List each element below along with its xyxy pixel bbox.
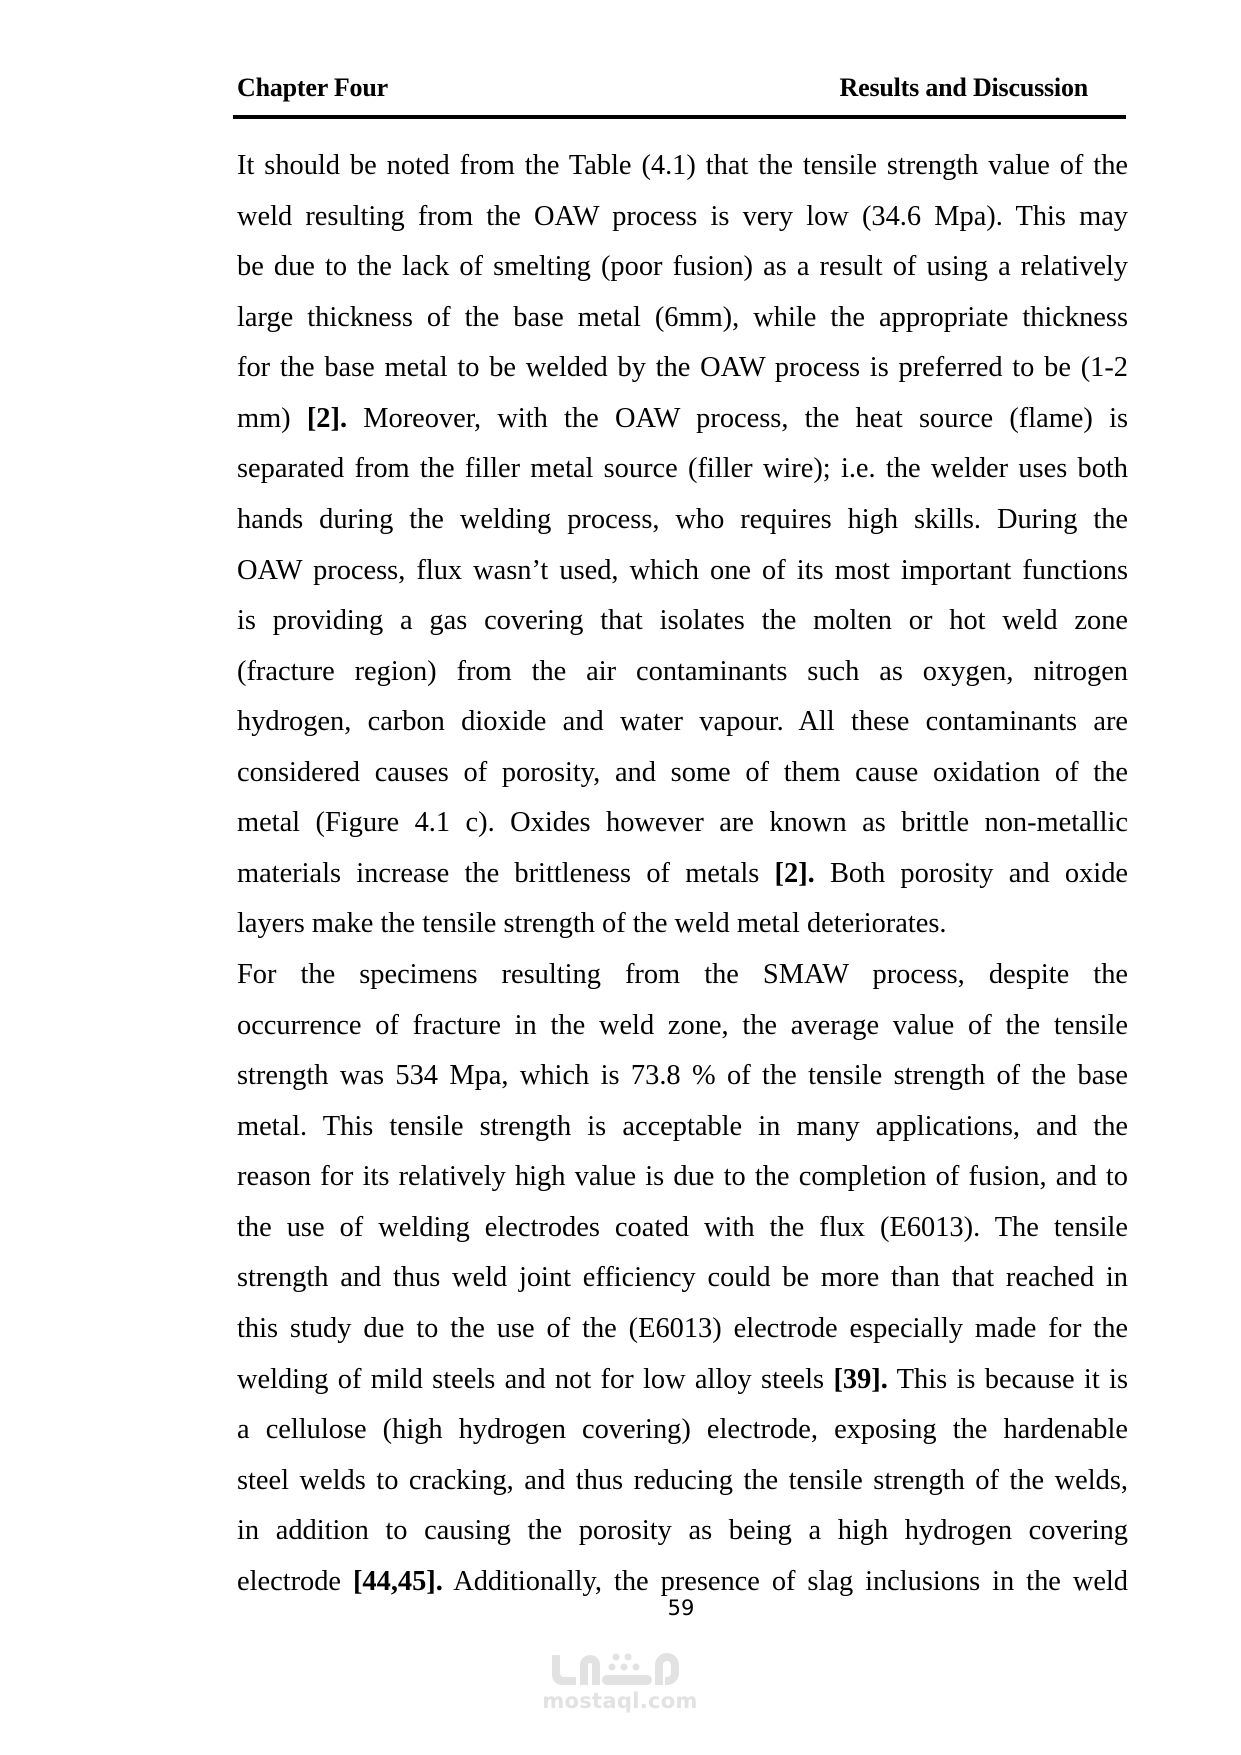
text-line [237, 1355, 1128, 1406]
text-run: be due to the lack of smelting (poor fusion) as a result of using a relatively [237, 251, 1128, 283]
text-line [237, 1304, 1128, 1355]
text-run: the use of welding electrodes coated with the flux (E6013). The tensile [237, 1211, 1128, 1243]
text-line [237, 394, 1128, 445]
text-run: strength and thus weld joint efficiency could be more than that reached in [237, 1262, 1128, 1294]
citation: [39]. [833, 1363, 888, 1395]
text-run: is providing a gas covering that isolates the molten or hot weld zone [237, 605, 1128, 637]
body-text [237, 141, 1128, 1607]
text-run: It should be noted from the Table (4.1) that the tensile strength value of the [237, 150, 1128, 181]
text-line [237, 495, 1128, 546]
text-line [237, 141, 1128, 192]
text-run: electrode [237, 1565, 353, 1597]
text-run: Additionally, the presence of slag inclusions in the weld [442, 1565, 1128, 1597]
text-line [237, 546, 1128, 597]
text-line [237, 1506, 1128, 1557]
chapter-title: Chapter Four [237, 73, 388, 102]
text-line [237, 1051, 1128, 1102]
text-run: Moreover, with the OAW process, the heat source (flame) is [347, 402, 1128, 434]
text-line [237, 1001, 1128, 1052]
text-run: For the specimens resulting from the SMAW process, despite the [237, 959, 1128, 990]
text-run: large thickness of the base metal (6mm), while the appropriate thickness [237, 301, 1128, 333]
header-rule [233, 115, 1126, 119]
text-run: OAW process, flux wasn’t used, which one of its most important functions [237, 554, 1128, 586]
watermark-text: mostaql.com [542, 1689, 698, 1713]
text-run: layers make the tensile strength of the weld metal deteriorates. [237, 908, 947, 940]
text-run: a cellulose (high hydrogen covering) electrode, exposing the hardenable [237, 1414, 1128, 1446]
text-run: strength was 534 Mpa, which is 73.8 % of the tensile strength of the base [237, 1060, 1128, 1092]
text-line [237, 1253, 1128, 1304]
text-line [237, 899, 1128, 950]
mostaql-logo-icon [540, 1645, 700, 1689]
text-line [237, 192, 1128, 243]
text-run: occurrence of fracture in the weld zone, the average value of the tensile [237, 1009, 1128, 1041]
text-line [237, 293, 1128, 344]
text-line [237, 849, 1128, 900]
text-run: weld resulting from the OAW process is very low (34.6 Mpa). This may [237, 200, 1128, 232]
text-line [237, 444, 1128, 495]
text-run: welding of mild steels and not for low alloy steels [237, 1363, 834, 1395]
text-run: metal (Figure 4.1 c). Oxides however are known as brittle non-metallic [237, 807, 1128, 839]
page-number: 59 [667, 1596, 695, 1620]
section-title: Results and Discussion [839, 73, 1088, 102]
text-run: reason for its relatively high value is due to the completion of fusion, and to [237, 1161, 1128, 1193]
text-line [237, 1203, 1128, 1254]
text-run: this study due to the use of the (E6013) electrode especially made for the [237, 1312, 1128, 1344]
text-line [237, 1456, 1128, 1507]
citation: [44,45]. [352, 1565, 443, 1597]
text-line [237, 1152, 1128, 1203]
text-line [237, 950, 1128, 1001]
text-run: materials increase the brittleness of metals [237, 857, 775, 889]
text-run: (fracture region) from the air contaminants such as oxygen, nitrogen [237, 655, 1128, 687]
citation: [2]. [306, 402, 348, 434]
text-run: metal. This tensile strength is acceptable in many applications, and the [237, 1110, 1128, 1142]
text-line [237, 748, 1128, 799]
text-run: for the base metal to be welded by the OAW process is preferred to be (1-2 [237, 352, 1128, 384]
text-line [237, 596, 1128, 647]
text-line [237, 1405, 1128, 1456]
text-run: hydrogen, carbon dioxide and water vapour. All these contaminants are [237, 706, 1128, 738]
running-header [237, 73, 1088, 107]
text-run: mm) [237, 402, 307, 434]
text-run: hands during the welding process, who requires high skills. During the [237, 503, 1128, 535]
watermark-logo [540, 1645, 700, 1720]
text-line [237, 647, 1128, 698]
text-run: considered causes of porosity, and some of them cause oxidation of the [237, 756, 1128, 788]
text-run: separated from the filler metal source (filler wire); i.e. the welder uses both [237, 453, 1128, 485]
text-line [237, 1102, 1128, 1153]
text-line [237, 242, 1128, 293]
text-run: steel welds to cracking, and thus reducing the tensile strength of the welds, [237, 1464, 1128, 1496]
text-line [237, 798, 1128, 849]
text-run: in addition to causing the porosity as being a high hydrogen covering [237, 1515, 1128, 1547]
text-line [237, 343, 1128, 394]
citation: [2]. [774, 857, 815, 889]
text-run: This is because it is [887, 1363, 1128, 1395]
text-line [237, 697, 1128, 748]
text-run: Both porosity and oxide [814, 857, 1128, 889]
